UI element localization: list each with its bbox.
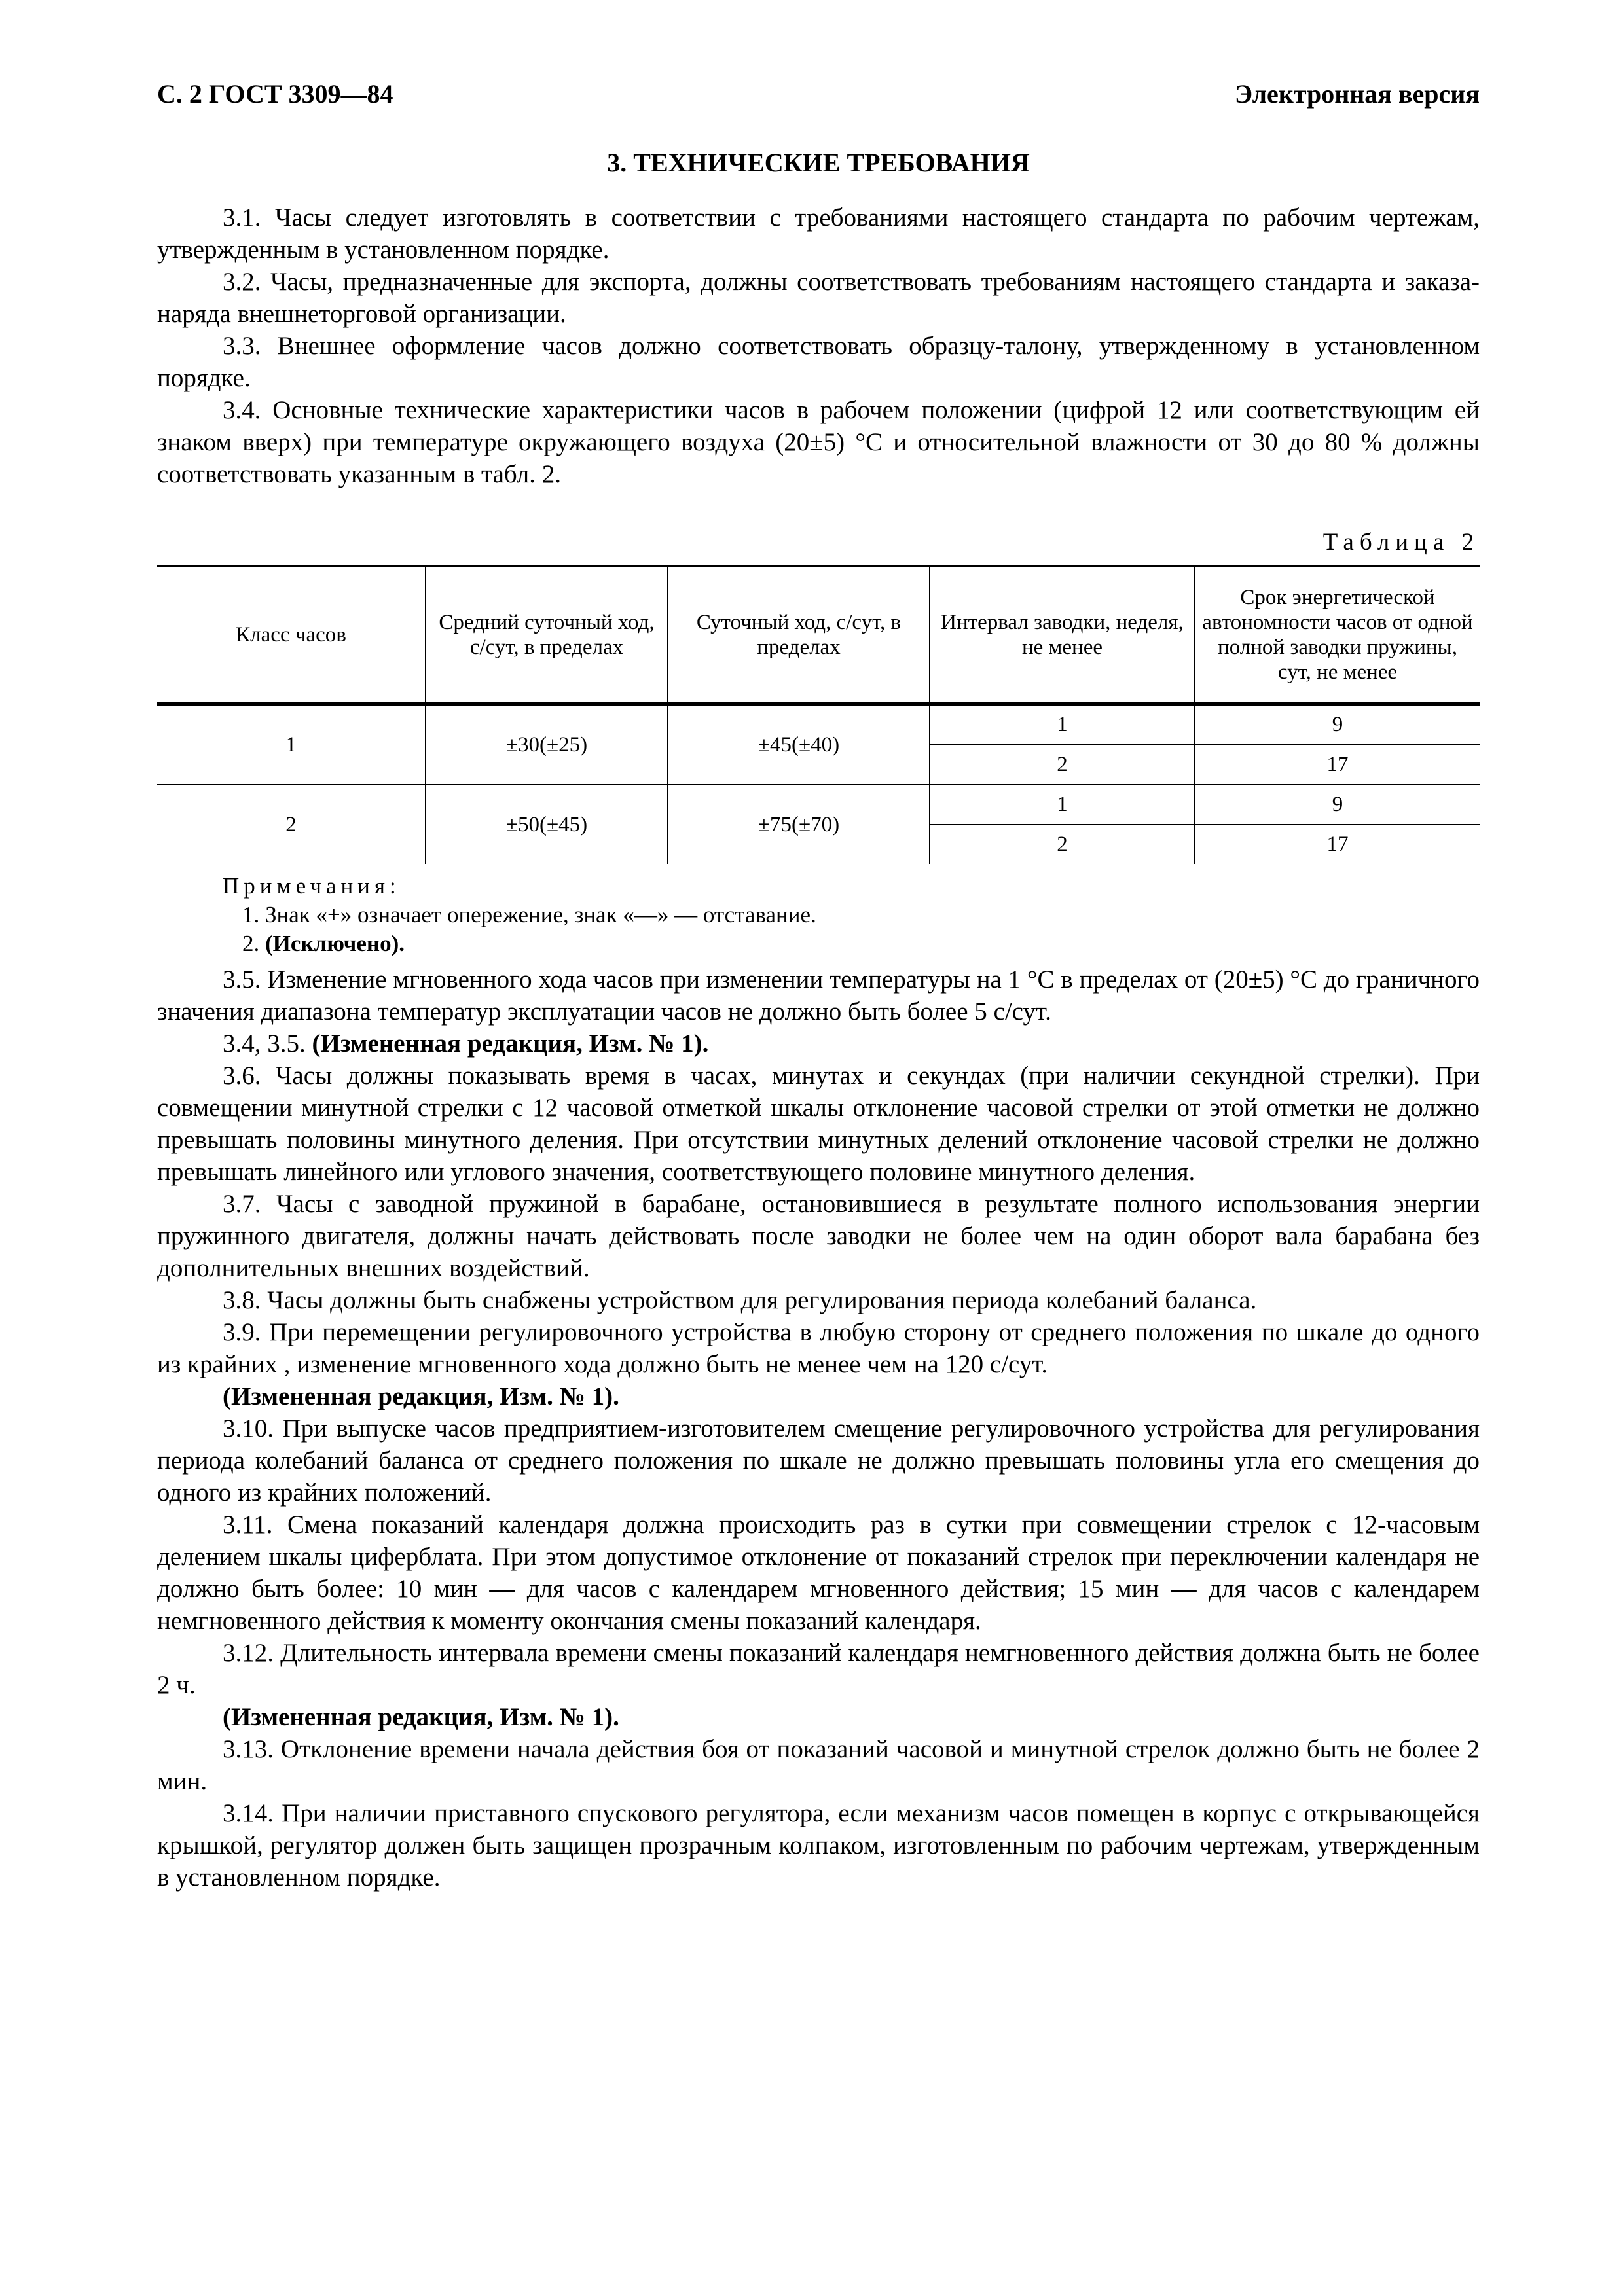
cell-autonomy-term: 9 [1195, 785, 1480, 825]
paragraph-3-9: 3.9. При перемещении регулировочного устройства в любую сторону от среднего положения по шкале до одного из крайних , изменение мгновенного хода должно быть не менее чем на 120 с/сут. [157, 1318, 1480, 1378]
amendment-3-4-3-5 [157, 1028, 1480, 1060]
cell-winding-interval: 2 [930, 825, 1195, 864]
table-notes [157, 872, 1480, 958]
paragraph-3-13: 3.13. Отклонение времени начала действия боя от показаний часовой и минутной стрелок должно быть не более 2 мин. [157, 1735, 1480, 1795]
amendment-text: (Измененная редакция, Изм. № 1). [312, 1030, 709, 1058]
paragraph-3-12: 3.12. Длительность интервала времени смены показаний календаря немгновенного действия должна быть не более 2 ч. [157, 1639, 1480, 1699]
page-header [157, 79, 1480, 118]
paragraph-3-10: 3.10. При выпуске часов предприятием-изготовителем смещение регулировочного устройства для регулирования периода колебаний баланса от среднего положения по шкале не должно превышать половины угла его смещения до одного из крайних положений. [157, 1414, 1480, 1507]
document-page [157, 79, 1480, 1893]
cell-average-rate: ±50(±45) [426, 785, 668, 864]
amendment-3-9: (Измененная редакция, Изм. № 1). [223, 1382, 619, 1410]
paragraph-3-7: 3.7. Часы с заводной пружиной в барабане, остановившиеся в результате полного использования энергии пружинного двигателя, должны начать действовать после заводки не более чем на один оборот вала барабана без дополнительных внешних воздействий. [157, 1190, 1480, 1282]
paragraph-3-3: 3.3. Внешнее оформление часов должно соответствовать образцу-талону, утвержденному в установленном порядке. [157, 332, 1480, 392]
section-title: 3. ТЕХНИЧЕСКИЕ ТРЕБОВАНИЯ [607, 148, 1030, 177]
cell-autonomy-term: 17 [1195, 745, 1480, 785]
header-class: Класс часов [157, 567, 426, 704]
header-autonomy-term: Срок энергетической автономности часов от одной полной заводки пружины, сут, не менее [1195, 567, 1480, 704]
notes-heading: Примечания: [223, 873, 401, 899]
paragraph-3-1: 3.1. Часы следует изготовлять в соответствии с требованиями настоящего стандарта по рабочим чертежам, утвержденным в установленном порядке. [157, 204, 1480, 264]
paragraph-3-6: 3.6. Часы должны показывать время в часах, минутах и секундах (при наличии секундной стрелки). При совмещении минутной стрелки с 12 часовой отметкой шкалы отклонение часовой стрелки от этой отметки не должно превышать половины минутного деления. При отсутствии минутных делений отклонение часовой стрелки не должно превышать линейного или углового значения, соответствующего половине минутного деления. [157, 1062, 1480, 1186]
paragraph-3-5: 3.5. Изменение мгновенного хода часов при изменении температуры на 1 °С в пределах от (20±5) °С до граничного значения диапазона температур эксплуатации часов не должно быть более 5 с/сут. [157, 965, 1480, 1026]
amendment-3-12: (Измененная редакция, Изм. № 1). [223, 1703, 619, 1731]
amendment-number: 3.4, 3.5. [223, 1030, 306, 1058]
header-winding-interval: Интервал заводки, неделя, не менее [930, 567, 1195, 704]
paragraph-3-8: 3.8. Часы должны быть снабжены устройством для регулирования периода колебаний баланса. [223, 1286, 1257, 1314]
table-header-row [157, 567, 1480, 704]
note-item-1: 1. Знак «+» означает опережение, знак «—» — отставание. [242, 902, 816, 927]
cell-daily-rate: ±75(±70) [668, 785, 930, 864]
paragraph-3-4: 3.4. Основные технические характеристики часов в рабочем положении (цифрой 12 или соответствующим ей знаком вверх) при температуре окружающего воздуха (20±5) °С и относительной влажности от 30 до 80 % должны соответствовать указанным в табл. 2. [157, 396, 1480, 488]
table-row [157, 785, 1480, 825]
note-item-2-text: (Исключено). [265, 931, 405, 956]
cell-autonomy-term: 9 [1195, 704, 1480, 745]
note-item-2 [157, 929, 1480, 958]
table-caption: Таблица 2 [1322, 529, 1480, 556]
header-standard-number: С. 2 ГОСТ 3309—84 [157, 79, 393, 109]
paragraph-3-11: 3.11. Смена показаний календаря должна происходить раз в сутки при совмещении стрелок с 12-часовым делением шкалы циферблата. При этом допустимое отклонение от показаний стрелок при переключении календаря не должно быть более: 10 мин — для часов с календарем мгновенного действия; 15 мин — для часов с календарем немгновенного действия к моменту окончания смены показаний календаря. [157, 1511, 1480, 1635]
paragraph-3-14: 3.14. При наличии приставного спускового регулятора, если механизм часов помещен в корпус с открывающейся крышкой, регулятор должен быть защищен прозрачным колпаком, изготовленным по рабочим чертежам, утвержденным в установленном порядке. [157, 1799, 1480, 1892]
paragraph-3-2: 3.2. Часы, предназначенные для экспорта, должны соответствовать требованиям настоящего стандарта и заказа-наряда внешнеторговой организации. [157, 268, 1480, 328]
specifications-table [157, 565, 1480, 864]
cell-winding-interval: 1 [930, 785, 1195, 825]
note-item-2-number: 2. [242, 931, 260, 956]
header-edition-label: Электронная версия [1234, 79, 1480, 109]
header-daily-rate: Суточный ход, с/сут, в пределах [668, 567, 930, 704]
cell-daily-rate: ±45(±40) [668, 704, 930, 785]
cell-class: 1 [285, 732, 297, 757]
cell-winding-interval: 1 [930, 704, 1195, 745]
cell-winding-interval: 2 [930, 745, 1195, 785]
table-row [157, 704, 1480, 745]
cell-autonomy-term: 17 [1195, 825, 1480, 864]
cell-average-rate: ±30(±25) [426, 704, 668, 785]
cell-class: 2 [157, 785, 426, 864]
header-average-rate: Средний суточный ход, с/сут, в пределах [426, 567, 668, 704]
